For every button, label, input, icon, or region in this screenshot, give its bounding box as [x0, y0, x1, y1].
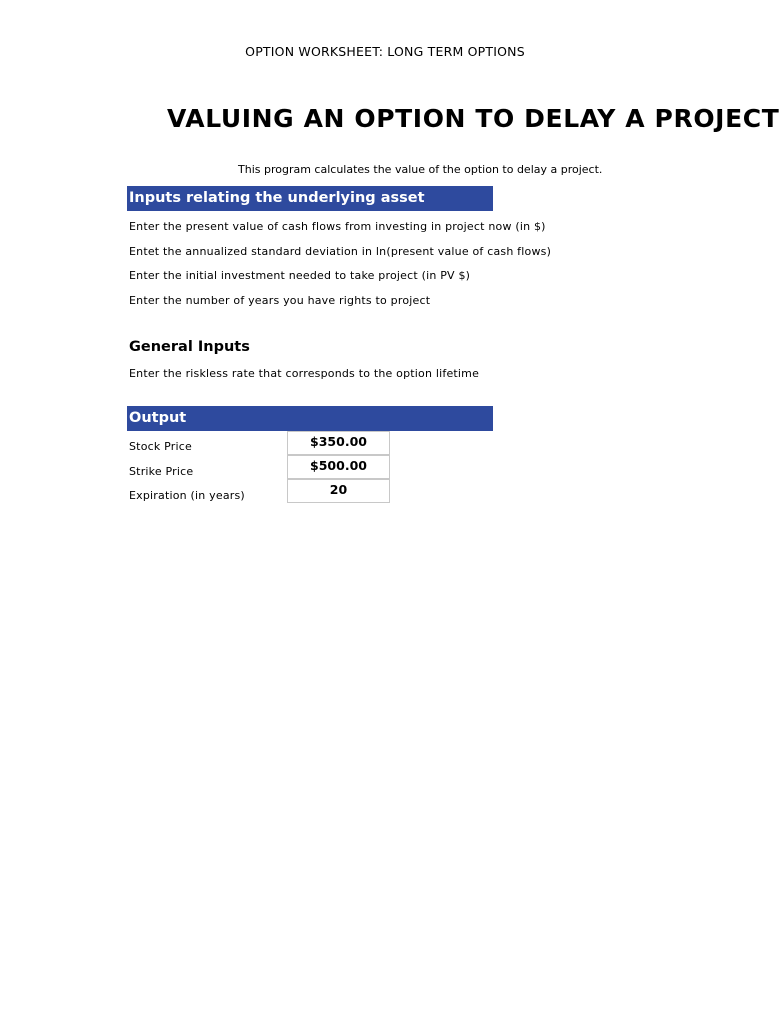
- general-inputs-heading: General Inputs: [129, 339, 250, 355]
- intro-text: This program calculates the value of the option to delay a project.: [238, 163, 603, 176]
- output-label-stock-price: Stock Price: [129, 440, 192, 453]
- page-header-title: OPTION WORKSHEET: LONG TERM OPTIONS: [245, 44, 525, 59]
- input-row-riskless-rate: Enter the riskless rate that corresponds to the option lifetime: [129, 367, 480, 380]
- output-label-expiration: Expiration (in years): [129, 489, 245, 502]
- inputs-section-heading: Inputs relating the underlying asset: [127, 186, 493, 211]
- output-label-strike-price: Strike Price: [129, 465, 194, 478]
- worksheet-title: VALUING AN OPTION TO DELAY A PROJECT: [167, 104, 779, 133]
- input-row-std-deviation: Entet the annualized standard deviation in ln(present value of cash flows): [129, 245, 552, 258]
- output-value-expiration[interactable]: 20: [287, 479, 390, 503]
- input-row-initial-investment: Enter the initial investment needed to take project (in PV $): [129, 269, 471, 282]
- output-section-heading: Output: [127, 406, 493, 431]
- output-value-strike-price[interactable]: $500.00: [287, 455, 390, 479]
- output-value-stock-price[interactable]: $350.00: [287, 431, 390, 455]
- input-row-years-rights: Enter the number of years you have rights to project: [129, 294, 431, 307]
- input-row-pv-cash-flows: Enter the present value of cash flows from investing in project now (in $): [129, 220, 546, 233]
